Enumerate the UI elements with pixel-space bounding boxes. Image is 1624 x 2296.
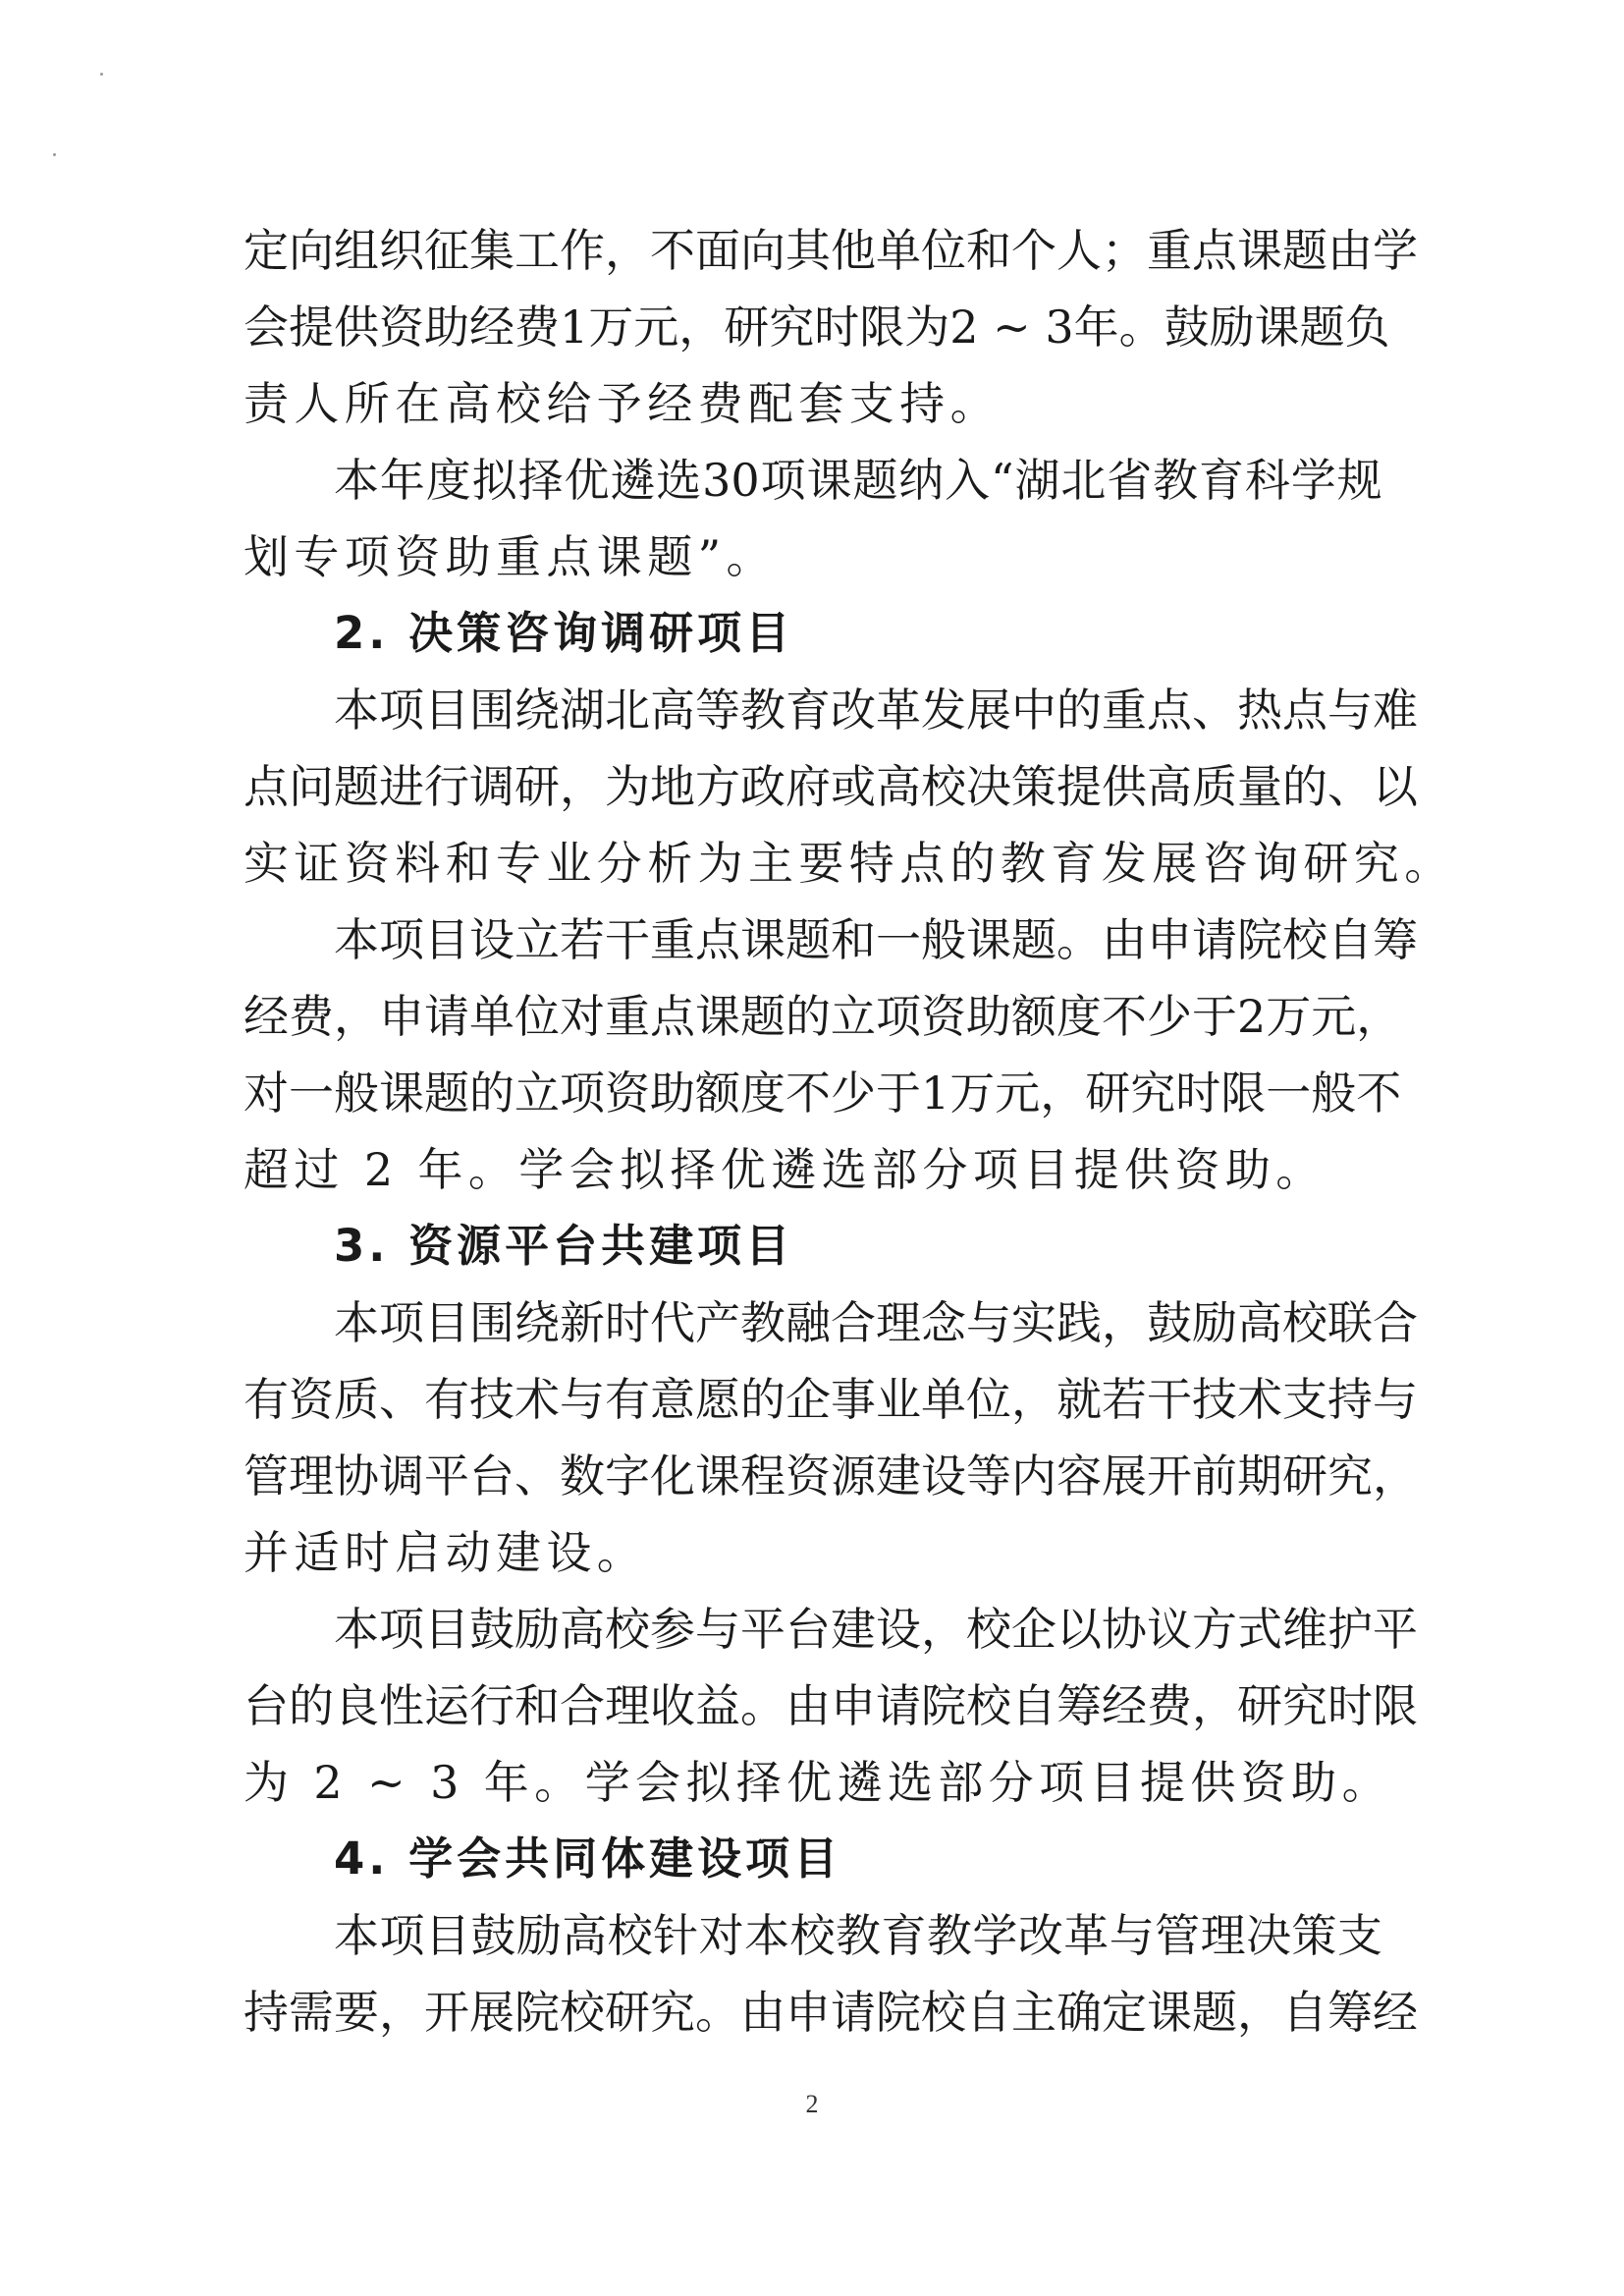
text-line: 本 项 目 围 绕 湖 北 高 等 教 育 改 革 发 展 中 的 重 点 、 热 点 与 难 xyxy=(334,683,1418,737)
text-line: 责人所在高校给予经费配套支持。 xyxy=(244,377,1001,430)
text-line: 定 向 组 织 征 集 工 作 ， 不 面 向 其 他 单 位 和 个 人 ； 重 点 课 题 由 学 xyxy=(244,224,1418,277)
text-line: 对 一 般 课 题 的 立 项 资 助 额 度 不 少 于 1 万 元 ， 研 究 时 限 一 般 不 xyxy=(244,1066,1402,1120)
text-line: 本 年 度 拟 择 优 遴 选 30 项 课 题 纳 入 “ 湖 北 省 教 育 科 学 规 xyxy=(334,454,1382,507)
text-line: 本 项 目 鼓 励 高 校 针 对 本 校 教 育 教 学 改 革 与 管 理 决 策 支 xyxy=(334,1909,1382,1962)
text-line: 本 项 目 鼓 励 高 校 参 与 平 台 建 设 ， 校 企 以 协 议 方 式 维 护 平 xyxy=(334,1603,1418,1656)
text-line: 会 提 供 资 助 经 费 1 万 元 ， 研 究 时 限 为 2 ~ 3 年 。 鼓 励 课 题 负 xyxy=(244,301,1390,354)
section-heading: 2. 决策咨询调研项目 xyxy=(334,607,794,659)
text-line: 点 问 题 进 行 调 研 ， 为 地 方 政 府 或 高 校 决 策 提 供 高 质 量 的 、 以 xyxy=(244,760,1418,813)
text-line: 持 需 要 ， 开 展 院 校 研 究 。 由 申 请 院 校 自 主 确 定 课 题 ， 自 筹 经 xyxy=(244,1986,1418,2039)
section-heading: 3. 资源平台共建项目 xyxy=(334,1220,794,1272)
text-line: 本 项 目 设 立 若 干 重 点 课 题 和 一 般 课 题 。 由 申 请 院 校 自 筹 xyxy=(334,913,1418,966)
text-line: 台 的 良 性 运 行 和 合 理 收 益 。 由 申 请 院 校 自 筹 经 费 ， 研 究 时 限 xyxy=(244,1679,1418,1732)
text-line: 划专项资助重点课题”。 xyxy=(244,530,777,583)
text-line: 并适时启动建设。 xyxy=(244,1526,648,1579)
text-line: 超过 2 年。学会拟择优遴选部分项目提供资助。 xyxy=(244,1143,1326,1196)
text-line: 本 项 目 围 绕 新 时 代 产 教 融 合 理 念 与 实 践 ， 鼓 励 高 校 联 合 xyxy=(334,1296,1418,1349)
scan-speck xyxy=(100,73,103,76)
text-line: 管 理 协 调 平 台 、 数 字 化 课 程 资 源 建 设 等 内 容 展 开 前 期 研 究 ， xyxy=(244,1449,1418,1503)
text-line: 有 资 质 、 有 技 术 与 有 意 愿 的 企 事 业 单 位 ， 就 若 干 技 术 支 持 与 xyxy=(244,1373,1418,1426)
text-line: 经 费 ， 申 请 单 位 对 重 点 课 题 的 立 项 资 助 额 度 不 少 于 2 万 元 ， xyxy=(244,990,1402,1043)
text-line: 实证资料和专业分析为主要特点的教育发展咨询研究。 xyxy=(244,837,1455,890)
section-heading: 4. 学会共同体建设项目 xyxy=(334,1832,842,1885)
page-number: 2 xyxy=(805,2090,819,2118)
text-line: 为 2 ~ 3 年。学会拟择优遴选部分项目提供资助。 xyxy=(244,1756,1392,1809)
document-body xyxy=(244,212,1455,2050)
scan-speck xyxy=(53,153,56,156)
